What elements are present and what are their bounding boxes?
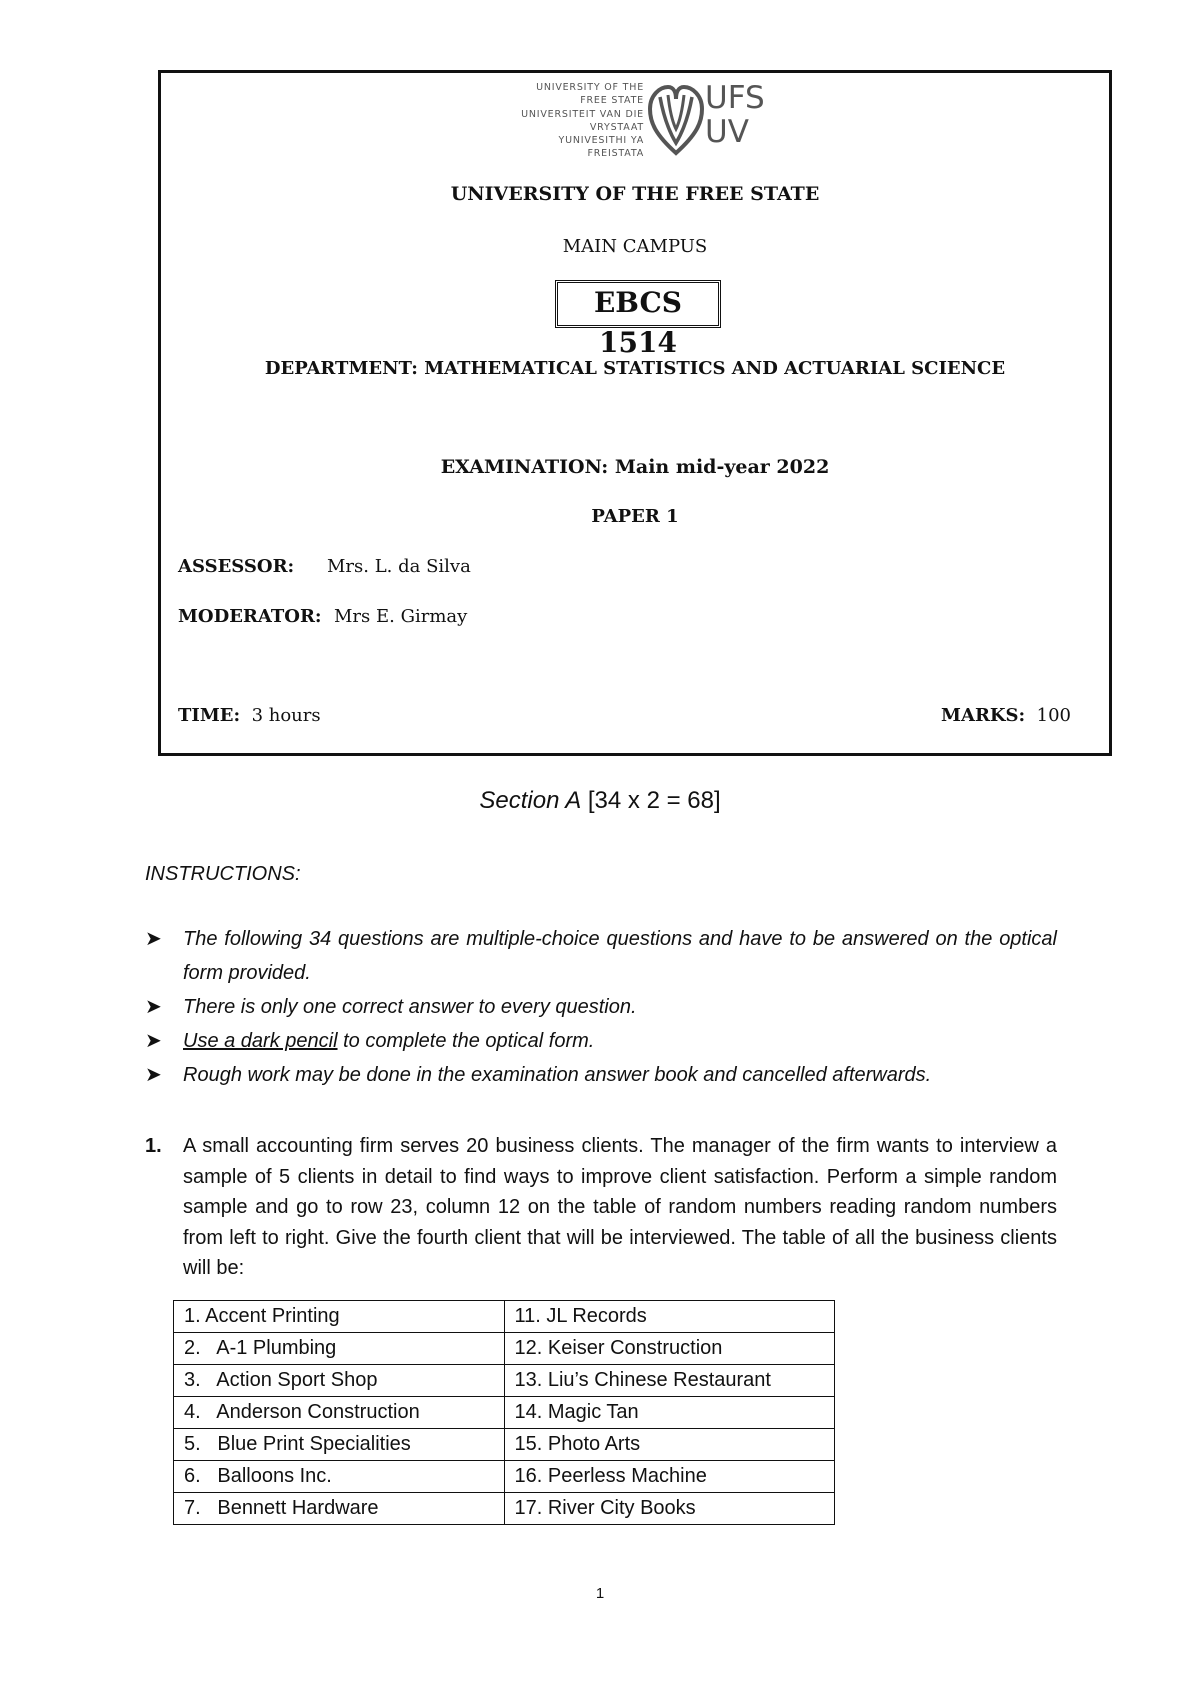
table-row (174, 1397, 835, 1429)
logo-line: UNIVERSITY OF THE (536, 82, 644, 93)
examination: EXAMINATION: Main mid-year 2022 (440, 456, 830, 478)
table-cell: 1. Accent Printing (174, 1301, 505, 1333)
university-logo (481, 81, 781, 161)
list-item (145, 1024, 1057, 1058)
table-cell: 13. Liu’s Chinese Restaurant (504, 1365, 835, 1397)
arrow-bullet-icon: ➤ (145, 928, 162, 950)
logo-line: VRYSTAAT (589, 121, 644, 133)
paper-number: PAPER 1 (591, 506, 679, 527)
time-label: TIME: (178, 705, 241, 726)
table-cell: 6. Balloons Inc. (174, 1461, 505, 1493)
instruction-text: There is only one correct answer to every question. (183, 996, 637, 1018)
time-value: 3 hours (251, 705, 321, 726)
section-title (0, 787, 1200, 815)
university-name: UNIVERSITY OF THE FREE STATE (450, 183, 820, 205)
cover-page-box (158, 70, 1112, 756)
table-row (174, 1365, 835, 1397)
time-allowed (178, 705, 321, 726)
logo-abbreviation (705, 81, 765, 149)
logo-line: FREISTATA (587, 148, 644, 160)
question-number: 1. (145, 1135, 162, 1157)
table-cell: 16. Peerless Machine (504, 1461, 835, 1493)
table-cell: 4. Anderson Construction (174, 1397, 505, 1429)
table-cell: 5. Blue Print Specialities (174, 1429, 505, 1461)
table-cell: 11. JL Records (504, 1301, 835, 1333)
logo-line: YUNIVESITHI YA (558, 135, 644, 147)
table-cell: 15. Photo Arts (504, 1429, 835, 1461)
marks-label: MARKS: (941, 705, 1026, 726)
instructions-heading: INSTRUCTIONS: (145, 863, 301, 885)
instruction-text: The following 34 questions are multiple-choice questions and have to be answered on the optical form provided. (183, 928, 1057, 984)
logo-line: UNIVERSITEIT VAN DIE (521, 108, 644, 120)
table-row (174, 1301, 835, 1333)
table-cell: 12. Keiser Construction (504, 1333, 835, 1365)
instruction-text-rest: to complete the optical form. (337, 1030, 595, 1052)
total-marks (941, 705, 1071, 726)
campus-name: MAIN CAMPUS (562, 236, 708, 257)
table-row (174, 1429, 835, 1461)
instruction-text: Rough work may be done in the examination answer book and cancelled afterwards. (183, 1064, 932, 1086)
logo-abbr-uv: UV (705, 114, 749, 150)
logo-line: FREE STATE (580, 95, 644, 107)
assessor-name: Mrs. L. da Silva (327, 556, 471, 577)
logo-text (481, 81, 644, 161)
table-cell: 7. Bennett Hardware (174, 1493, 505, 1525)
module-code: EBCS 1514 (555, 280, 721, 328)
section-marks: [34 x 2 = 68] (581, 787, 721, 814)
instructions-list (145, 922, 1057, 1092)
logo-abbr-ufs: UFS (705, 80, 765, 116)
moderator-name: Mrs E. Girmay (334, 606, 468, 627)
table-cell: 3. Action Sport Shop (174, 1365, 505, 1397)
marks-value: 100 (1036, 705, 1071, 726)
list-item (145, 922, 1057, 990)
list-item (145, 1058, 1057, 1092)
moderator-label: MODERATOR: (178, 606, 322, 627)
section-name: Section A (479, 787, 582, 814)
table-cell: 14. Magic Tan (504, 1397, 835, 1429)
ufs-heart-emblem-icon (648, 83, 704, 157)
table-cell: 2. A-1 Plumbing (174, 1333, 505, 1365)
question-1 (145, 1131, 1057, 1284)
department: DEPARTMENT: MATHEMATICAL STATISTICS AND ACTUARIAL SCIENCE (264, 358, 1006, 379)
table-row (174, 1333, 835, 1365)
underlined-text: Use a dark pencil (183, 1030, 338, 1052)
assessor-label: ASSESSOR: (178, 556, 295, 577)
page-number: 1 (595, 1585, 605, 1602)
table-cell: 17. River City Books (504, 1493, 835, 1525)
instruction-text (183, 1024, 1057, 1058)
list-item (145, 990, 1057, 1024)
arrow-bullet-icon: ➤ (145, 1030, 162, 1052)
arrow-bullet-icon: ➤ (145, 1064, 162, 1086)
arrow-bullet-icon: ➤ (145, 996, 162, 1018)
table-row (174, 1493, 835, 1525)
question-text: A small accounting firm serves 20 business clients. The manager of the firm wants to interview a sample of 5 clients in detail to find ways to improve client satisfaction. Perform a simple random sample and go to row 23, column 12 on the table of random numbers reading random numbers from left to right. Give the fourth client that will be interviewed. The table of all the business clients will be: (183, 1135, 1057, 1279)
table-row (174, 1461, 835, 1493)
clients-table (173, 1300, 835, 1525)
